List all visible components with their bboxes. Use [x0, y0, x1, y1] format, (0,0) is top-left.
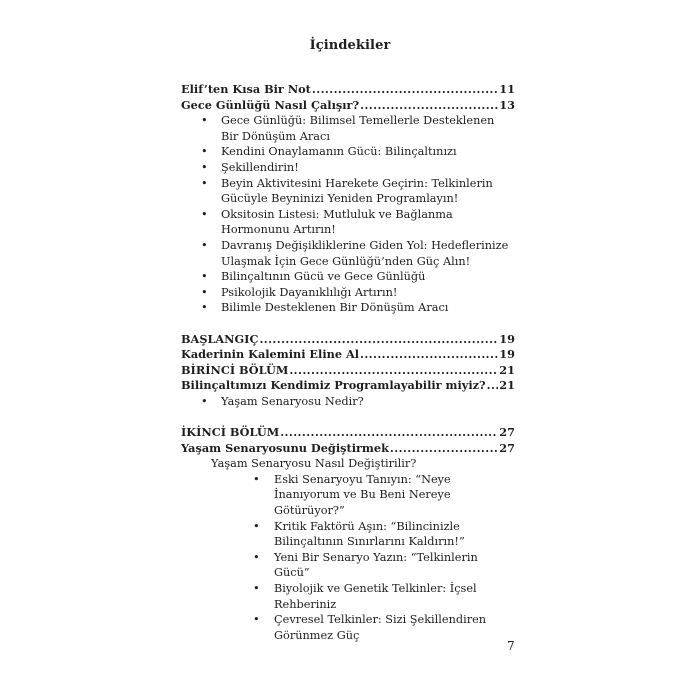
list-item-text: Biyolojik ve Genetik Telkinler: İçsel Rehberiniz: [274, 582, 477, 611]
list-item-text: Yaşam Senaryosu Nedir?: [221, 394, 364, 408]
toc-entry-title: BAŞLANGIÇ: [181, 331, 259, 346]
bullet-icon: •: [201, 285, 208, 299]
bullet-icon: •: [201, 114, 208, 128]
toc-entry[interactable]: [181, 332, 515, 348]
page-number: 7: [507, 639, 515, 653]
list-item-text: Oksitosin Listesi: Mutluluk ve Bağlanma Hormonunu Artırın!: [221, 207, 453, 237]
toc-entry[interactable]: [181, 378, 515, 394]
list-item-text: Çevresel Telkinler: Sizi Şekillendiren Görünmez Güç: [274, 613, 487, 642]
toc-entry-title: İKİNCİ BÖLÜM: [181, 425, 280, 440]
table-of-contents: [181, 82, 515, 643]
toc-entry-page: 11: [499, 82, 515, 96]
bullet-icon: •: [201, 394, 208, 408]
toc-sublist: [181, 113, 515, 316]
list-item[interactable]: [181, 519, 515, 550]
bullet-icon: •: [201, 270, 208, 284]
list-item[interactable]: [181, 300, 515, 316]
toc-entry-title: Yaşam Senaryosunu Değiştirmek: [181, 440, 389, 455]
bullet-icon: •: [253, 613, 260, 627]
list-item-text: Şekillendirin!: [221, 160, 299, 174]
bullet-icon: •: [253, 472, 260, 486]
toc-entry[interactable]: [181, 98, 515, 114]
list-item-text: Kendini Onaylamanın Gücü: Bilinçaltınızı: [221, 145, 457, 159]
bullet-icon: •: [253, 519, 260, 533]
toc-entry-page: 21: [499, 362, 515, 377]
list-item[interactable]: [181, 160, 515, 176]
toc-entry-page: 19: [499, 331, 515, 346]
toc-entry[interactable]: [181, 425, 515, 441]
list-item-text: Psikolojik Dayanıklılığı Artırın!: [221, 285, 398, 299]
page-title: İçindekiler: [309, 38, 391, 53]
list-item[interactable]: [181, 176, 515, 207]
bullet-icon: •: [201, 238, 208, 252]
list-item-text: Bilimle Desteklenen Bir Dönüşüm Aracı: [221, 301, 449, 315]
list-item-text: Eski Senaryoyu Tanıyın: “Neye İnanıyorum ve Bu Beni Nereye Götürüyor?”: [274, 472, 451, 518]
toc-entry-page: 19: [499, 347, 515, 362]
bullet-icon: •: [253, 582, 260, 595]
list-item[interactable]: [181, 113, 515, 144]
list-item-text: Yeni Bir Senaryo Yazın: “Telkinlerin Gücü”: [274, 550, 478, 580]
bullet-icon: •: [201, 145, 208, 159]
toc-subheading[interactable]: Yaşam Senaryosu Nasıl Değiştirilir?: [211, 457, 417, 471]
list-item-text: Kritik Faktörü Aşın: “Bilincinizle Bilinçaltının Sınırlarını Kaldırın!”: [274, 519, 465, 549]
spacer: [181, 316, 515, 332]
toc-leader-dots: [360, 347, 498, 363]
toc-entry-title: Gece Günlüğü Nasıl Çalışır?: [181, 97, 360, 112]
list-item-text: Gece Günlüğü: Bilimsel Temellerle Desteklenen Bir Dönüşüm Aracı: [221, 114, 495, 143]
list-item-text: Beyin Aktivitesini Harekete Geçirin: Telkinlerin Gücüyle Beyninizi Yeniden Programlayın!: [221, 176, 493, 206]
toc-entry[interactable]: [181, 441, 515, 457]
bullet-icon: •: [201, 176, 208, 190]
toc-entry-page: 27: [499, 440, 515, 455]
list-item[interactable]: [181, 285, 515, 301]
toc-entry[interactable]: [181, 347, 515, 363]
toc-entry-page: 21: [499, 378, 515, 393]
toc-entry-title: BİRİNCİ BÖLÜM: [181, 362, 289, 377]
toc-leader-dots: [259, 332, 498, 348]
list-item[interactable]: [181, 394, 515, 410]
toc-leader-dots: [280, 425, 498, 441]
toc-entry-title: Elif’ten Kısa Bir Not: [181, 82, 311, 96]
toc-entry-page: 13: [499, 97, 515, 112]
toc-leader-dots: [312, 82, 498, 98]
toc-leader-dots: [289, 363, 498, 379]
bullet-icon: •: [201, 160, 208, 174]
list-item[interactable]: [181, 581, 515, 612]
toc-entry[interactable]: [181, 82, 515, 98]
bullet-icon: •: [201, 207, 208, 221]
toc-sublist: [181, 394, 515, 410]
toc-entry-page: 27: [499, 425, 515, 440]
toc-leader-dots: [360, 98, 498, 114]
list-item[interactable]: [181, 472, 515, 519]
list-item-text: Bilinçaltının Gücü ve Gece Günlüğü: [221, 270, 426, 284]
bullet-icon: •: [201, 301, 208, 315]
toc-entry[interactable]: [181, 363, 515, 379]
list-item[interactable]: [181, 144, 515, 160]
toc-leader-dots: [487, 378, 499, 394]
list-item[interactable]: [181, 207, 515, 238]
list-item[interactable]: [181, 269, 515, 285]
toc-entry-title: Bilinçaltımızı Kendimiz Programlayabilir miyiz?: [181, 378, 486, 393]
toc-sublist: [181, 472, 515, 644]
list-item-text: Davranış Değişikliklerine Giden Yol: Hedeflerinize Ulaşmak İçin Gece Günlüğü’nden Güç Alın!: [221, 238, 509, 268]
bullet-icon: •: [253, 550, 260, 564]
spacer: [181, 409, 515, 425]
toc-leader-dots: [390, 441, 498, 457]
list-item[interactable]: [181, 238, 515, 269]
list-item[interactable]: [181, 550, 515, 581]
list-item[interactable]: [181, 612, 515, 643]
toc-entry-title: Kaderinin Kalemini Eline Al: [181, 347, 360, 362]
